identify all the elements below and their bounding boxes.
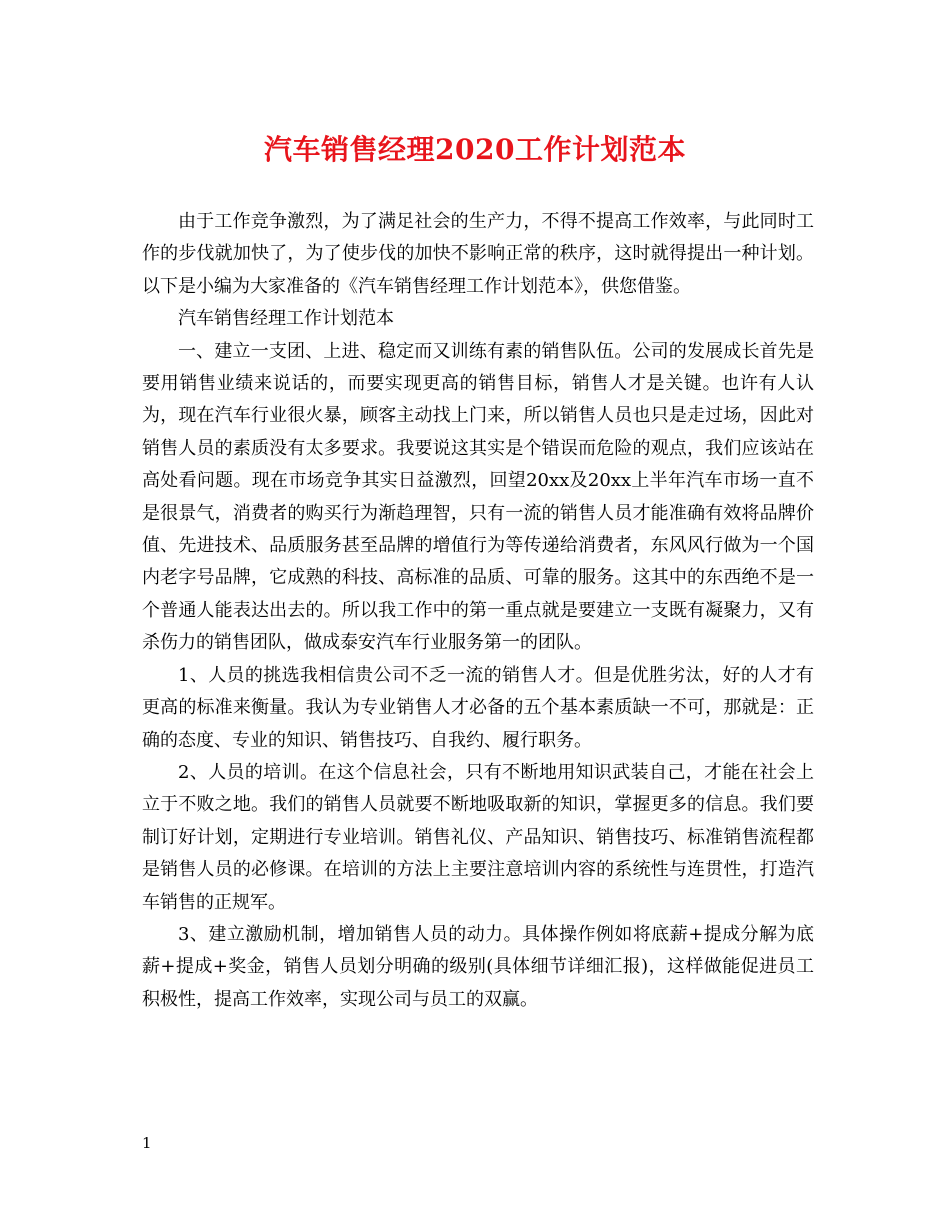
item-one-paragraph: 1、人员的挑选我相信贵公司不乏一流的销售人才。但是优胜劣汰，好的人才有更高的标准来衡量。我认为专业销售人才必备的五个基本素质缺一不可，那就是：正确的态度、专业的知识、销售技巧、自我约、履行职务。 (142, 664, 814, 751)
intro-paragraph: 由于工作竞争激烈，为了满足社会的生产力，不得不提高工作效率，与此同时工作的步伐就加快了，为了使步伐的加快不影响正常的秩序，这时就得提出一种计划。以下是小编为大家准备的《汽车销售经理工作计划范本》，供您借鉴。 (142, 211, 814, 297)
document-body (142, 206, 814, 1016)
document-title: 汽车销售经理2020工作计划范本 (264, 133, 686, 166)
section-heading: 汽车销售经理工作计划范本 (178, 308, 394, 330)
item-three-paragraph: 3、建立激励机制，增加销售人员的动力。具体操作例如将底薪+提成分解为底薪+提成+奖金，销售人员划分明确的级别(具体细节详细汇报)，这样做能促进员工积极性，提高工作效率，实现公司与员工的双赢。 (142, 923, 814, 1010)
page-number: 1 (142, 1134, 152, 1152)
section-one-paragraph: 一、建立一支团、上进、稳定而又训练有素的销售队伍。公司的发展成长首先是要用销售业绩来说话的，而要实现更高的销售目标，销售人才是关键。也许有人认为，现在汽车行业很火暴，顾客主动找上门来，所以销售人员也只是走过场，因此对销售人员的素质没有太多要求。我要说这其实是个错误而危险的观点，我们应该站在高处看问题。现在市场竞争其实日益激烈，回望20xx及20xx上半年汽车市场一直不是很景气，消费者的购买行为渐趋理智，只有一流的销售人员才能准确有效将品牌价值、先进技术、品质服务甚至品牌的增值行为等传递给消费者，东风风行做为一个国内老字号品牌，它成熟的科技、高标准的品质、可靠的服务。这其中的东西绝不是一个普通人能表达出去的。所以我工作中的第一重点就是要建立一支既有凝聚力，又有杀伤力的销售团队，做成泰安汽车行业服务第一的团队。 (142, 340, 814, 654)
item-two-paragraph: 2、人员的培训。在这个信息社会，只有不断地用知识武装自己，才能在社会上立于不败之地。我们的销售人员就要不断地吸取新的知识，掌握更多的信息。我们要制订好计划，定期进行专业培训。销售礼仪、产品知识、销售技巧、标准销售流程都是销售人员的必修课。在培训的方法上主要注意培训内容的系统性与连贯性，打造汽车销售的正规军。 (142, 761, 814, 913)
